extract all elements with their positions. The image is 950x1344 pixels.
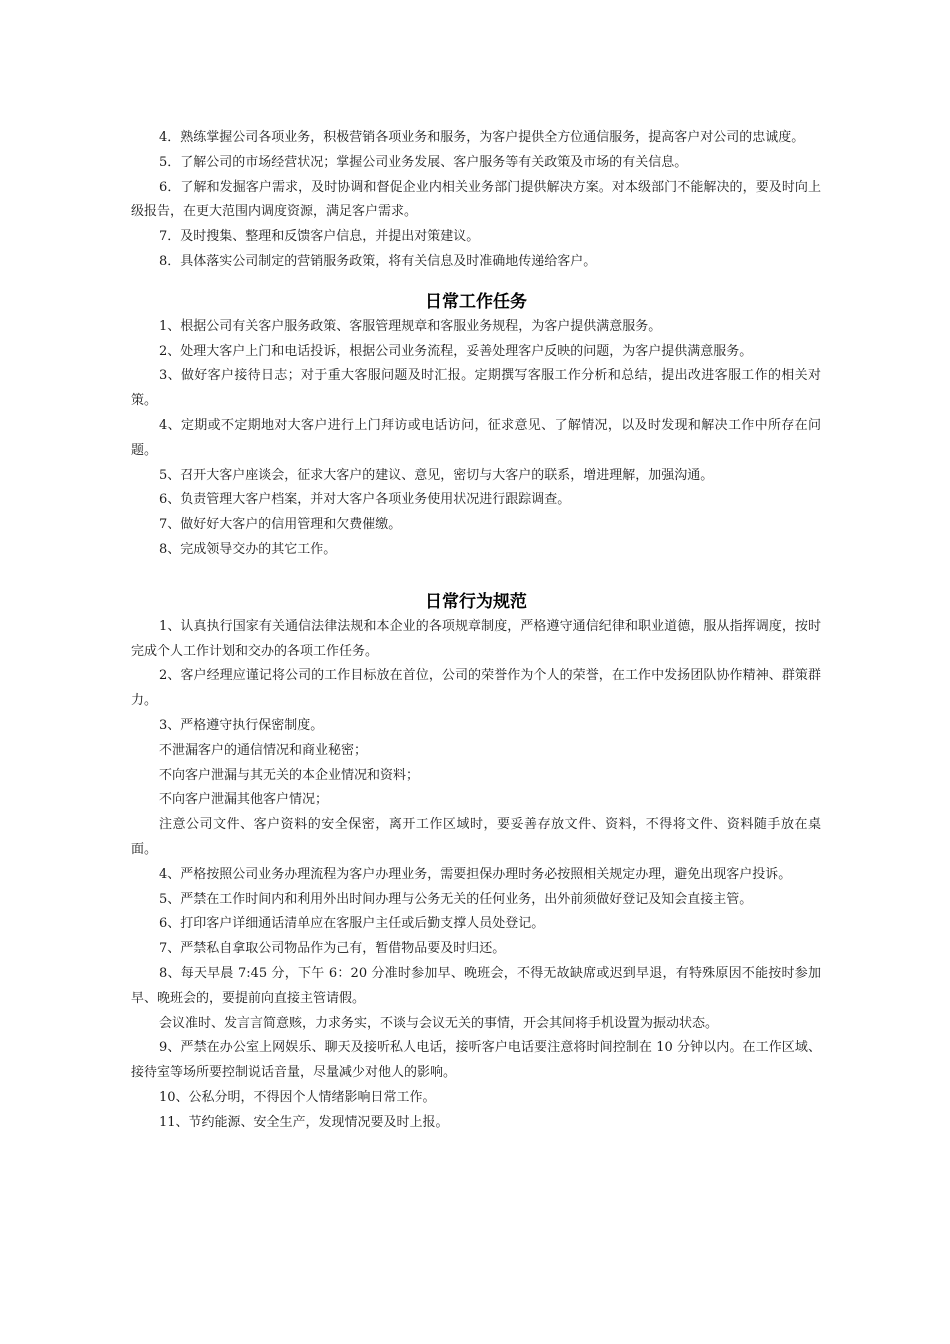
rule-item-5: 5、严禁在工作时间内和利用外出时间办理与公务无关的任何业务，出外前须做好登记及知会直接主管。 (159, 891, 753, 907)
rule-item-10: 10、公私分明，不得因个人情绪影响日常工作。 (159, 1089, 436, 1105)
rule-item-6: 6、打印客户详细通话清单应在客服户主任或后勤支撑人员处登记。 (159, 916, 545, 932)
rule-item-8: 8、每天早晨 7:45 分，下午 6：20 分准时参加早、晚班会，不得无故缺席或迟到早退，有特殊原因不能按时参加早、晚班会的，要提前向直接主管请假。 (131, 965, 821, 1006)
rule-item-1: 1、认真执行国家有关通信法律法规和本企业的各项规章制度，严格遵守通信纪律和职业道德，服从指挥调度，按时完成个人工作计划和交办的各项工作任务。 (131, 618, 821, 659)
rule-item-11: 11、节约能源、安全生产，发现情况要及时上报。 (159, 1114, 449, 1130)
task-item-2: 2、处理大客户上门和电话投诉，根据公司业务流程，妥善处理客户反映的问题，为客户提供满意服务。 (159, 343, 753, 359)
task-item-5: 5、召开大客户座谈会，征求大客户的建议、意见，密切与大客户的联系，增进理解，加强沟通。 (159, 467, 714, 483)
rule-sub-item: 不向客户泄漏与其无关的本企业情况和资料； (159, 767, 420, 783)
rule-item-7: 7、严禁私自拿取公司物品作为己有，暂借物品要及时归还。 (159, 941, 506, 957)
task-item-7: 7、做好好大客户的信用管理和欠费催缴。 (159, 517, 402, 533)
rule-sub-item: 注意公司文件、客户资料的安全保密，离开工作区域时，要妥善存放文件、资料，不得将文件、资料随手放在桌面。 (131, 817, 821, 857)
rule-item-4: 4、严格按照公司业务办理流程为客户办理业务，需要担保办理时务必按照相关规定办理，避免出现客户投诉。 (159, 866, 792, 882)
duty-item-4: 4．熟练掌握公司各项业务，积极营销各项业务和服务，为客户提供全方位通信服务，提高客户对公司的忠诚度。 (159, 130, 805, 145)
task-item-8: 8、完成领导交办的其它工作。 (159, 541, 337, 557)
section-title-conduct-rules: 日常行为规范 (425, 591, 527, 612)
duty-item-7: 7．及时搜集、整理和反馈客户信息，并提出对策建议。 (159, 229, 480, 245)
rule-sub-item: 不向客户泄漏其他客户情况； (159, 792, 329, 808)
task-item-4: 4、定期或不定期地对大客户进行上门拜访或电话访问，征求意见、了解情况，以及时发现和解决工作中所存在问题。 (131, 417, 821, 458)
rule-item-2: 2、客户经理应谨记将公司的工作目标放在首位，公司的荣誉作为个人的荣誉，在工作中发扬团队协作精神、群策群力。 (131, 668, 821, 709)
section-title-daily-tasks: 日常工作任务 (425, 291, 527, 312)
duty-item-6: 6．了解和发掘客户需求，及时协调和督促企业内相关业务部门提供解决方案。对本级部门不能解决的，要及时向上级报告，在更大范围内调度资源，满足客户需求。 (131, 179, 821, 220)
duty-item-5: 5．了解公司的市场经营状况；掌握公司业务发展、客户服务等有关政策及市场的有关信息。 (159, 154, 688, 170)
rule-item-9: 9、严禁在办公室上网娱乐、聊天及接听私人电话，接听客户电话要注意将时间控制在 10 分钟以内。在工作区域、接待室等场所要控制说话音量，尽量减少对他人的影响。 (131, 1040, 821, 1081)
rule-sub-item: 不泄漏客户的通信情况和商业秘密； (159, 742, 368, 758)
rule-item-3: 3、严格遵守执行保密制度。 (159, 717, 324, 733)
duty-item-8: 8．具体落实公司制定的营销服务政策，将有关信息及时准确地传递给客户。 (159, 253, 597, 269)
task-item-1: 1、根据公司有关客户服务政策、客服管理规章和客服业务规程，为客户提供满意服务。 (159, 318, 662, 334)
document-body (131, 126, 821, 1135)
task-item-3: 3、做好客户接待日志；对于重大客服问题及时汇报。定期撰写客服工作分析和总结，提出改进客服工作的相关对策。 (131, 368, 821, 409)
rule-sub-item: 会议准时、发言言简意赅，力求务实，不谈与会议无关的事情，开会其间将手机设置为振动状态。 (159, 1015, 719, 1031)
task-item-6: 6、负责管理大客户档案，并对大客户各项业务使用状况进行跟踪调查。 (159, 492, 571, 508)
